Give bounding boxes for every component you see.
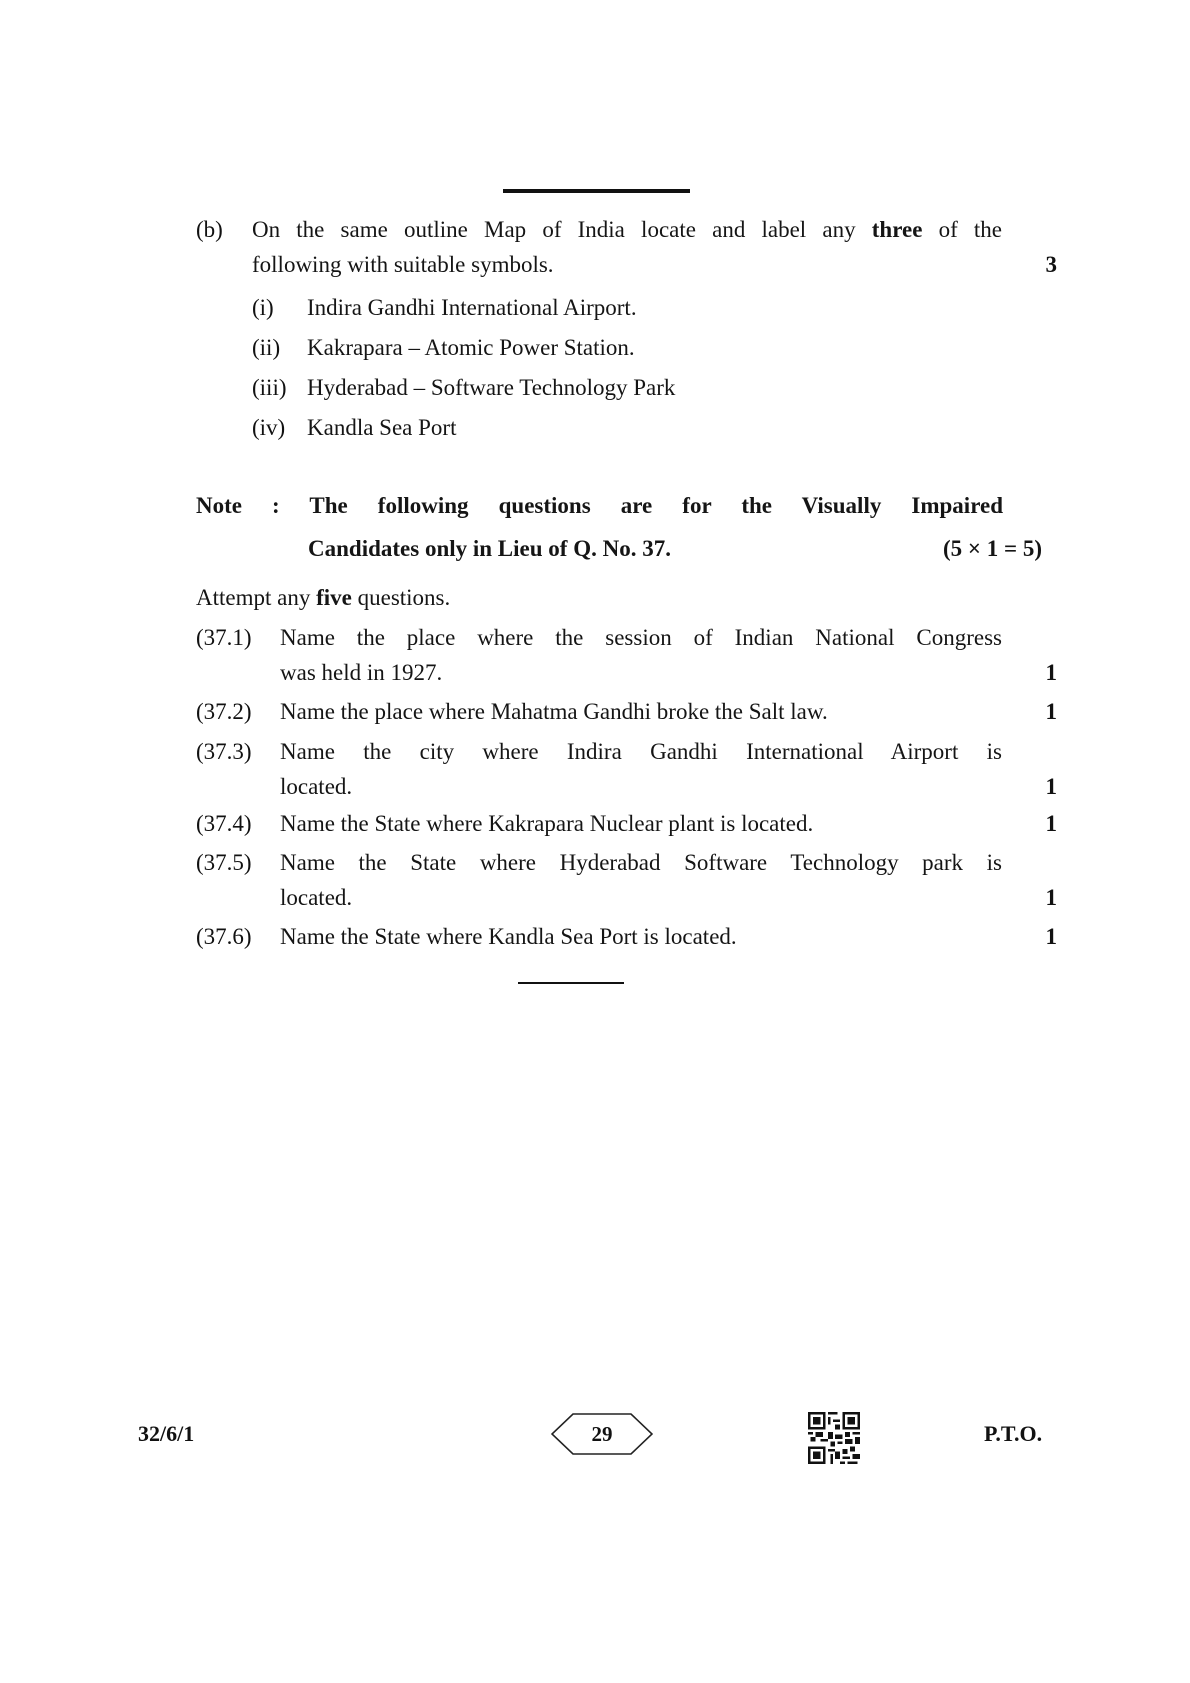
question-b-line2: following with suitable symbols.: [252, 252, 554, 277]
question-text-line1: Name the State where Kandla Sea Port is located.: [280, 924, 737, 949]
sub-item-text: Kandla Sea Port: [307, 415, 457, 440]
question-marks: 1: [1045, 660, 1057, 685]
question-label: (37.4): [196, 811, 252, 836]
question-b-marks: 3: [1045, 252, 1057, 277]
question-marks: 1: [1045, 811, 1057, 836]
sub-item-text: Indira Gandhi International Airport.: [307, 295, 637, 320]
instruction-pre: Attempt any: [196, 585, 311, 610]
question-b-label: (b): [196, 217, 223, 242]
instruction: [196, 583, 450, 613]
note-line1-text: The following questions are for the Visually Impaired: [309, 493, 1003, 518]
question-marks: 1: [1045, 774, 1057, 799]
top-separator-rule: [503, 189, 690, 193]
question-text-line2: located.: [280, 885, 353, 910]
page-number: 29: [591, 1422, 613, 1446]
question-text-line2: was held in 1927.: [280, 660, 443, 685]
question-b-line1-pre: On the same outline Map of India locate and label any: [252, 217, 856, 242]
question-label: (37.2): [196, 699, 252, 724]
question-text-line1: Name the State where Hyderabad Software Technology park is: [280, 850, 1002, 875]
note-line2: Candidates only in Lieu of Q. No. 37.: [308, 536, 671, 561]
sub-item-label: (ii): [252, 335, 281, 360]
question-marks: 1: [1045, 885, 1057, 910]
instruction-post: questions.: [357, 585, 451, 610]
question-b-line1: [252, 215, 1002, 245]
sub-item-label: (i): [252, 295, 274, 320]
paper-code: 32/6/1: [138, 1421, 195, 1446]
question-marks: 1: [1045, 924, 1057, 949]
sub-item-label: (iv): [252, 415, 286, 440]
note-marks: (5 × 1 = 5): [943, 536, 1043, 561]
note-prefix: Note :: [196, 493, 280, 518]
note-line1: [196, 491, 1003, 521]
pto-label: P.T.O.: [984, 1421, 1043, 1446]
question-label: (37.3): [196, 739, 252, 764]
question-text-line1: Name the State where Kakrapara Nuclear plant is located.: [280, 811, 814, 836]
question-text-line1: Name the place where the session of Indian National Congress: [280, 625, 1002, 650]
instruction-emphasis-five: five: [316, 585, 352, 610]
sub-item-text: Hyderabad – Software Technology Park: [307, 375, 676, 400]
sub-item-text: Kakrapara – Atomic Power Station.: [307, 335, 635, 360]
question-label: (37.1): [196, 625, 252, 650]
question-b-emphasis-three: three: [871, 217, 923, 242]
question-text-line2: located.: [280, 774, 353, 799]
question-label: (37.6): [196, 924, 252, 949]
question-marks: 1: [1045, 699, 1057, 724]
qr-code-icon: [808, 1412, 860, 1464]
question-text-line1: Name the place where Mahatma Gandhi broke the Salt law.: [280, 699, 828, 724]
question-text-line1: Name the city where Indira Gandhi International Airport is: [280, 739, 1002, 764]
end-separator-rule: [518, 982, 624, 984]
question-b-line1-post: of the: [938, 217, 1003, 242]
question-label: (37.5): [196, 850, 252, 875]
sub-item-label: (iii): [252, 375, 287, 400]
